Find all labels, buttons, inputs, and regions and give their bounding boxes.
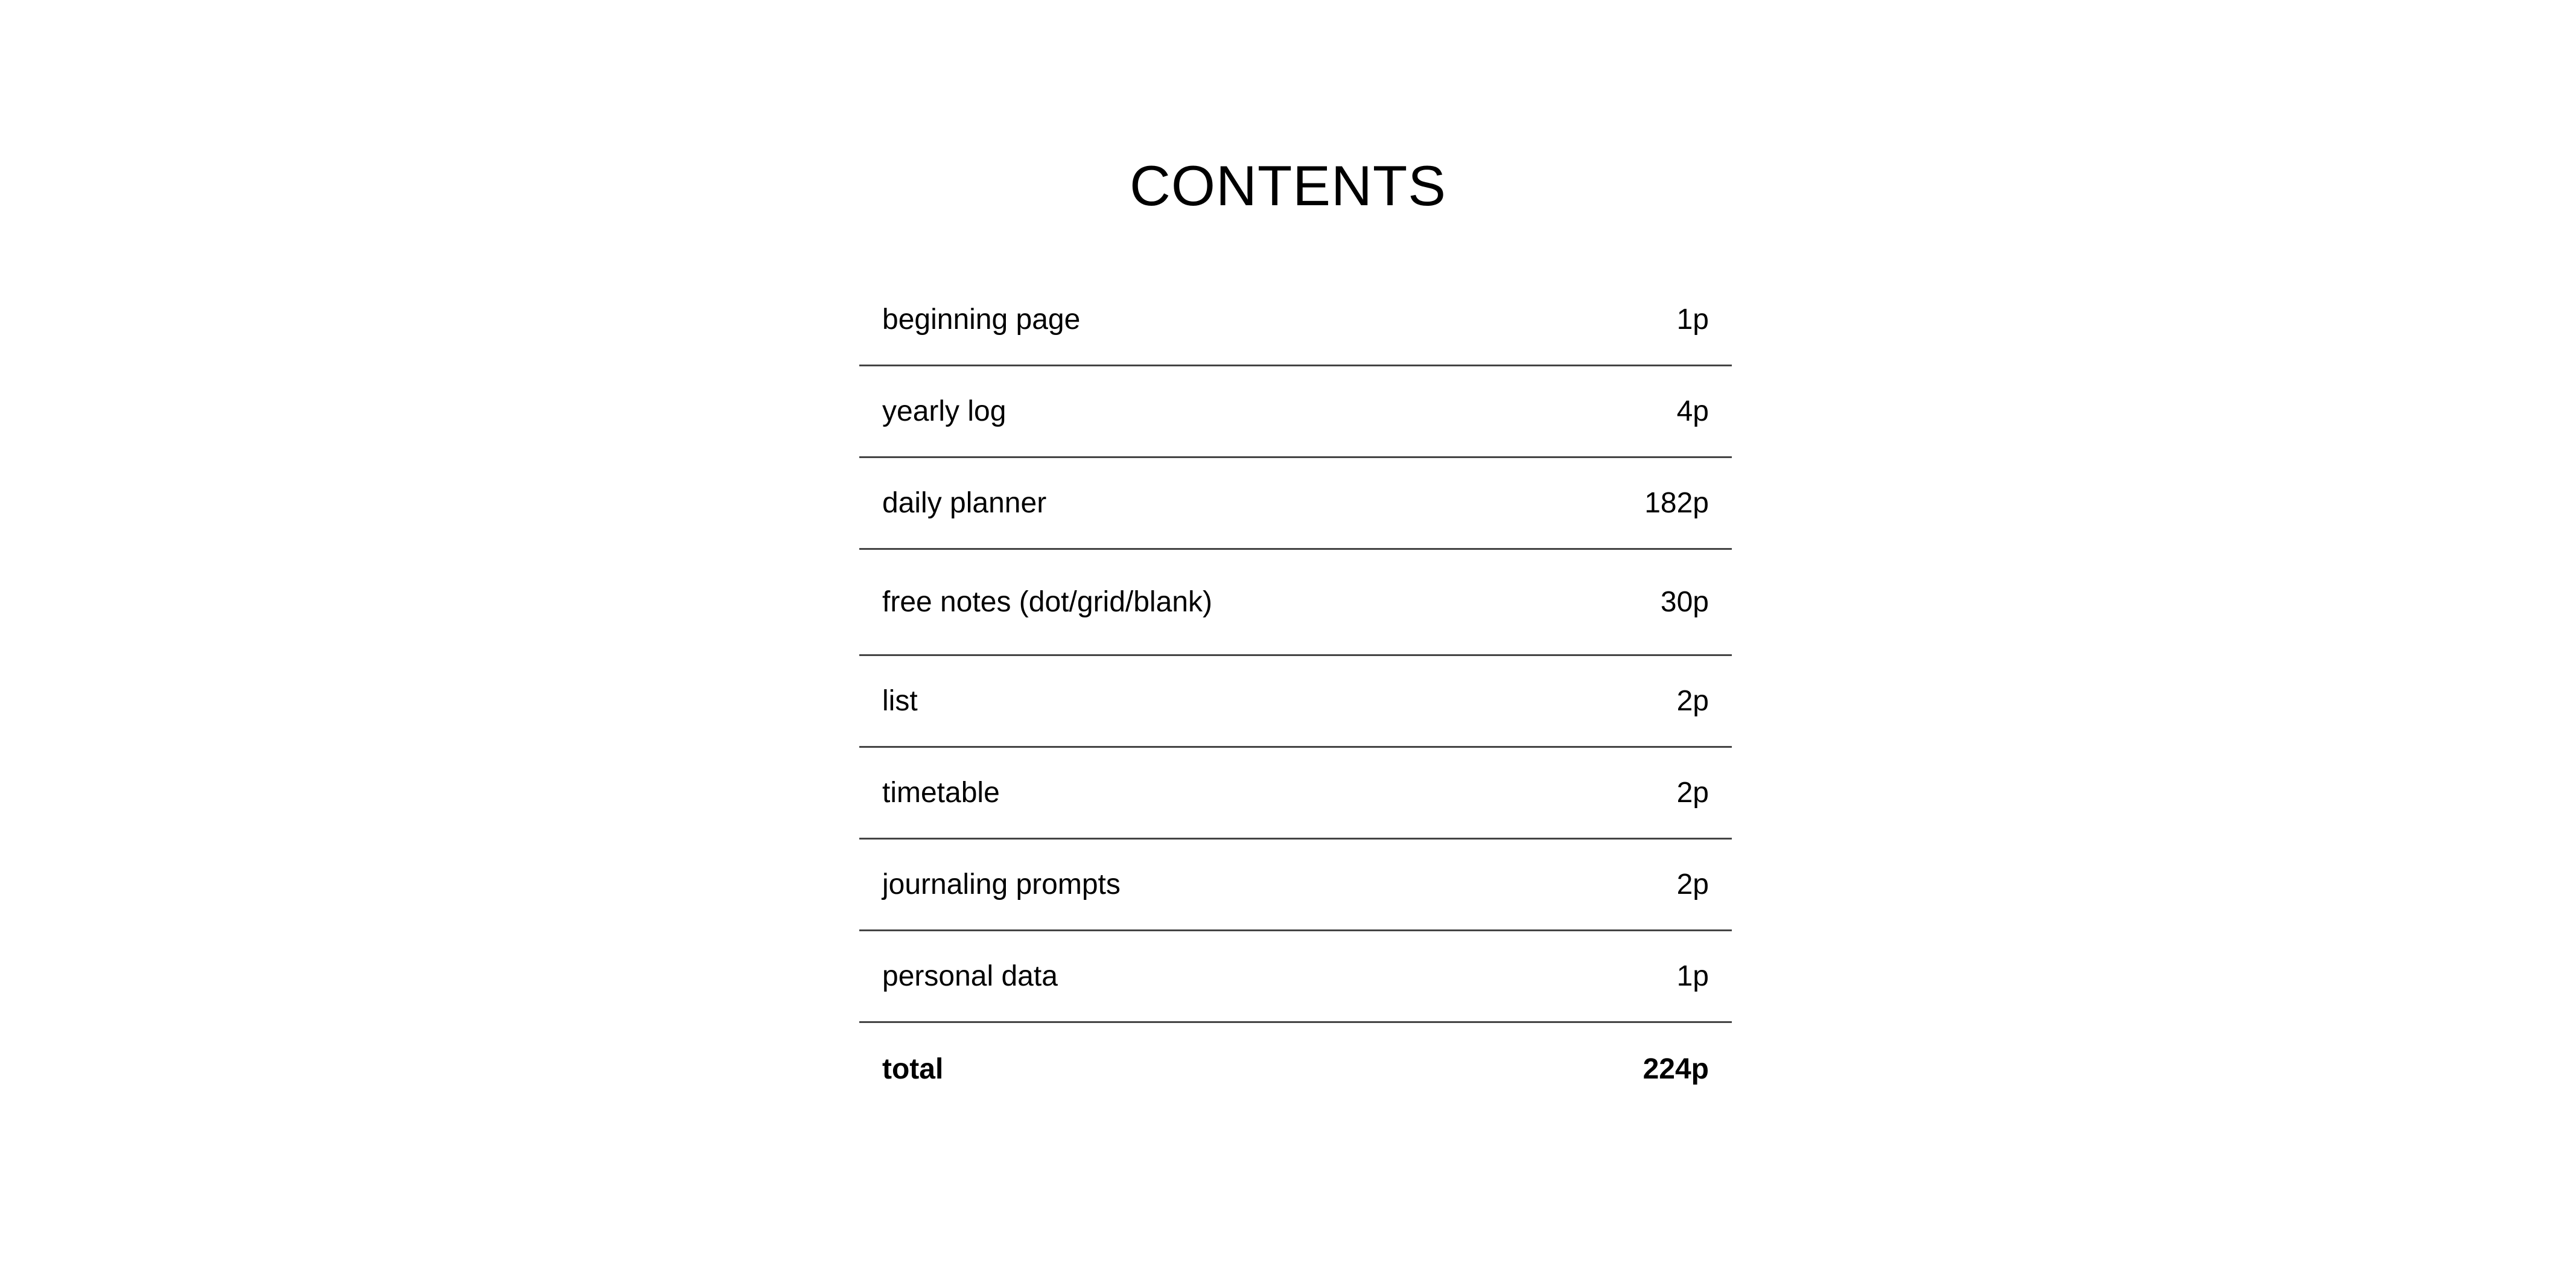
toc-total-row — [859, 1023, 1732, 1115]
toc-item-pages: 4p — [1676, 395, 1709, 427]
toc-item-label: journaling prompts — [882, 868, 1121, 900]
toc-item-pages: 1p — [1676, 304, 1709, 336]
toc-row — [859, 840, 1732, 931]
toc-row — [859, 748, 1732, 840]
toc-item-label: yearly log — [882, 395, 1007, 427]
toc-item-label: personal data — [882, 960, 1058, 992]
toc-item-pages: 2p — [1676, 685, 1709, 717]
contents-table — [859, 275, 1732, 1115]
toc-total-pages: 224p — [1643, 1053, 1709, 1085]
toc-item-label: beginning page — [882, 304, 1081, 336]
toc-item-pages: 2p — [1676, 868, 1709, 900]
toc-total-label: total — [882, 1053, 944, 1085]
toc-row — [859, 931, 1732, 1023]
toc-item-label: timetable — [882, 777, 1000, 809]
toc-item-pages: 1p — [1676, 960, 1709, 992]
page-title: CONTENTS — [1130, 154, 1446, 217]
toc-item-label: daily planner — [882, 487, 1047, 519]
toc-row — [859, 366, 1732, 458]
toc-row — [859, 550, 1732, 656]
toc-item-label: list — [882, 685, 918, 717]
toc-item-pages: 30p — [1660, 586, 1709, 618]
toc-row — [859, 656, 1732, 748]
toc-row — [859, 458, 1732, 550]
toc-row — [859, 275, 1732, 366]
toc-item-label: free notes (dot/grid/blank) — [882, 586, 1212, 618]
toc-item-pages: 2p — [1676, 777, 1709, 809]
toc-item-pages: 182p — [1644, 487, 1709, 519]
